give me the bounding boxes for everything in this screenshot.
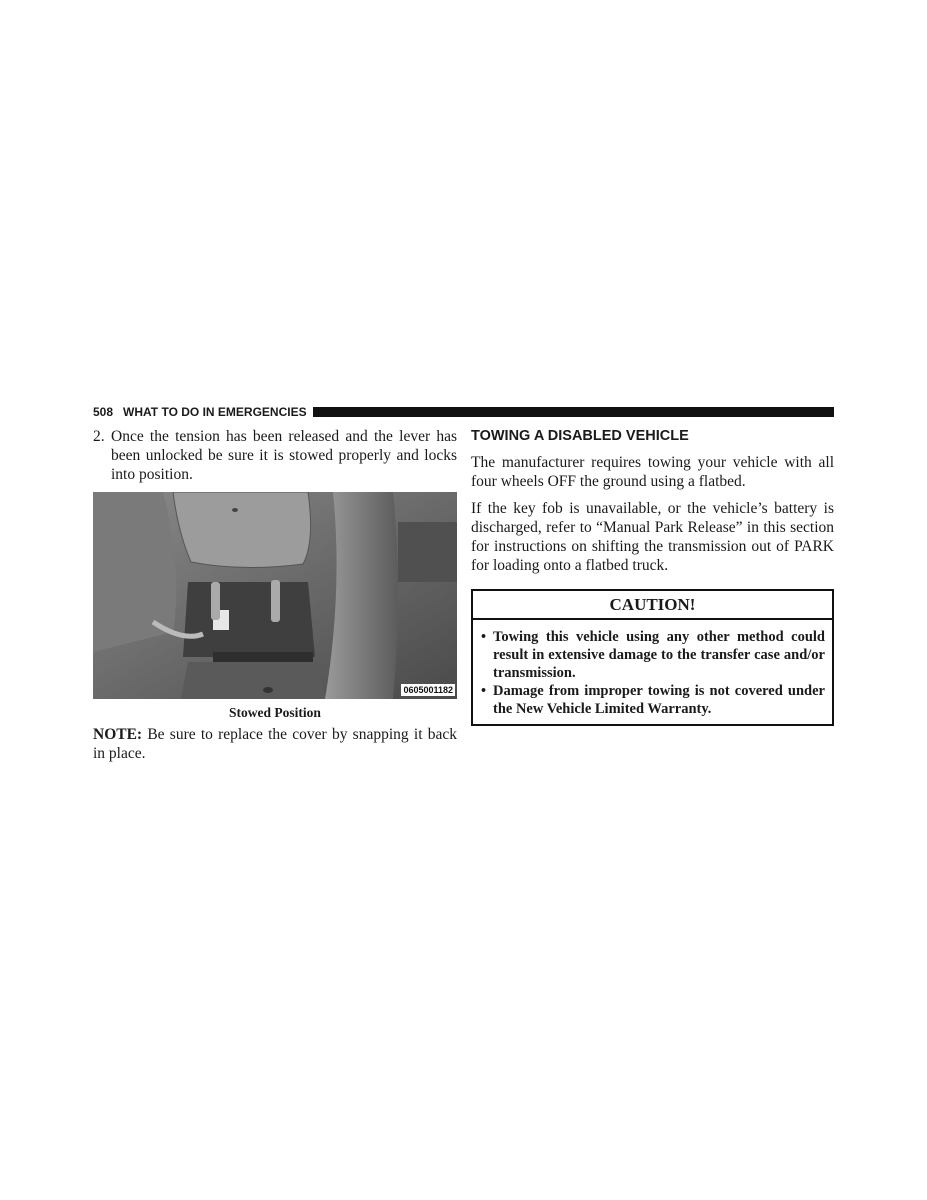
note-label: NOTE: — [93, 726, 143, 743]
page-number: 508 — [93, 405, 114, 419]
right-column — [471, 427, 834, 726]
caution-box — [471, 589, 834, 726]
header-rule — [313, 407, 834, 417]
step-number: 2. — [93, 428, 105, 445]
note-paragraph — [93, 725, 457, 763]
stowed-position-photo — [93, 492, 457, 699]
towing-paragraph-2: If the key fob is unavailable, or the vehicle’s battery is discharged, refer to “Manual Park Release” in this section for instructions on shifting the transmission out of PARK for loading onto a flatbed truck. — [471, 500, 834, 574]
console-illustration — [93, 492, 457, 699]
towing-paragraph-1: The manufacturer requires towing your vehicle with all four wheels OFF the ground using a flatbed. — [471, 454, 834, 490]
step-item — [93, 427, 457, 484]
note-text: Be sure to replace the cover by snapping it back in place. — [93, 726, 457, 762]
left-column — [93, 427, 457, 763]
photo-caption: Stowed Position — [229, 705, 321, 720]
page-header — [93, 405, 834, 419]
caution-list — [473, 620, 832, 724]
image-code-label: 0605001182 — [403, 685, 453, 695]
caution-item — [481, 628, 825, 682]
caution-item — [481, 682, 825, 718]
caution-title: CAUTION! — [473, 591, 832, 620]
caution-item-text: Damage from improper towing is not covered under the New Vehicle Limited Warranty. — [493, 683, 825, 717]
bullet-icon: • — [481, 683, 487, 699]
caution-item-text: Towing this vehicle using any other method could result in extensive damage to the transfer case and/or transmission. — [493, 629, 825, 681]
step-text: Once the tension has been released and the lever has been unlocked be sure it is stowed properly and locks into position. — [111, 428, 457, 483]
section-heading: TOWING A DISABLED VEHICLE — [471, 428, 689, 444]
bullet-icon: • — [481, 629, 487, 645]
section-title: WHAT TO DO IN EMERGENCIES — [123, 405, 307, 419]
